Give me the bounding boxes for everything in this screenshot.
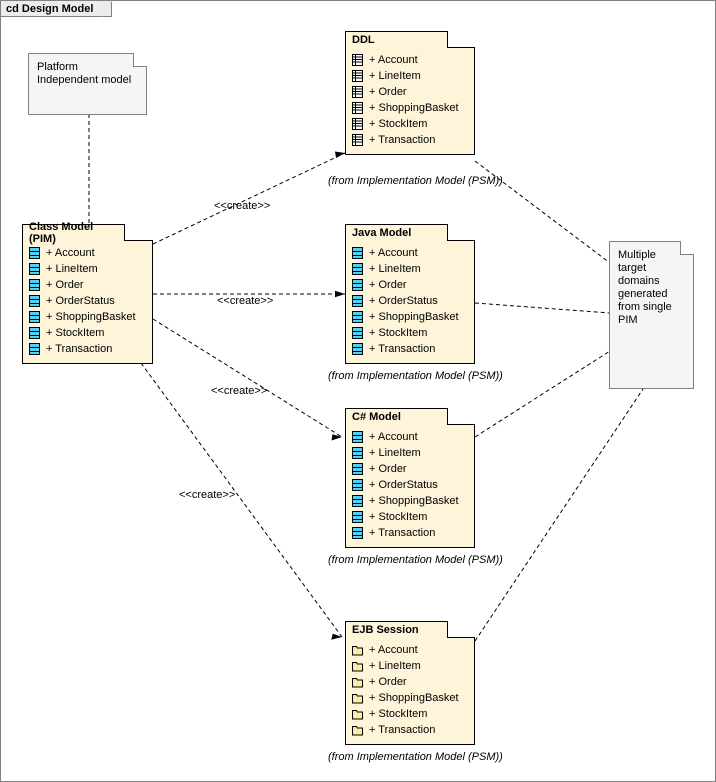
- list-item[interactable]: [346, 341, 474, 357]
- list-item-label: + ShoppingBasket: [369, 692, 459, 704]
- list-item[interactable]: [346, 658, 474, 674]
- list-item-label: + StockItem: [369, 511, 428, 523]
- package-title: EJB Session: [352, 624, 419, 636]
- table-icon: [352, 70, 363, 82]
- connector-label-pim-to-ddl: <<create>>: [214, 200, 271, 212]
- list-item[interactable]: [346, 68, 474, 84]
- class-icon: [352, 279, 363, 291]
- list-item[interactable]: [23, 341, 152, 357]
- list-item-label: + LineItem: [46, 263, 98, 275]
- list-item-label: + LineItem: [369, 263, 421, 275]
- list-item[interactable]: [23, 325, 152, 341]
- list-item[interactable]: [346, 429, 474, 445]
- class-icon: [352, 295, 363, 307]
- class-icon: [352, 495, 363, 507]
- package-body: [345, 637, 475, 745]
- package-title-bar[interactable]: [345, 224, 448, 241]
- ejb-icon: [352, 676, 363, 688]
- ejb-icon: [352, 660, 363, 672]
- ejb-from-label: (from Implementation Model (PSM)): [328, 751, 503, 763]
- package-body: [22, 240, 153, 364]
- list-item-label: + LineItem: [369, 447, 421, 459]
- class-icon: [352, 247, 363, 259]
- list-item-label: + ShoppingBasket: [46, 311, 136, 323]
- diagram-tab-label: cd Design Model: [6, 2, 94, 15]
- multi-target-note-text: Multiple target domains generated from single PIM: [618, 249, 672, 326]
- list-item[interactable]: [23, 309, 152, 325]
- list-item[interactable]: [346, 84, 474, 100]
- table-icon: [352, 86, 363, 98]
- list-item[interactable]: [346, 525, 474, 541]
- class-icon: [29, 343, 40, 355]
- note-fold-icon: [133, 53, 147, 67]
- connector-label-pim-to-java: <<create>>: [217, 295, 274, 307]
- list-item-label: + StockItem: [369, 327, 428, 339]
- connector-label-pim-to-ejb: <<create>>: [179, 489, 236, 501]
- list-item[interactable]: [346, 461, 474, 477]
- list-item[interactable]: [346, 642, 474, 658]
- class-icon: [29, 295, 40, 307]
- list-item-label: + Transaction: [369, 724, 436, 736]
- list-item-label: + LineItem: [369, 70, 421, 82]
- list-item[interactable]: [346, 309, 474, 325]
- list-item[interactable]: [346, 277, 474, 293]
- class-icon: [352, 463, 363, 475]
- list-item[interactable]: [346, 690, 474, 706]
- list-item-label: + StockItem: [369, 708, 428, 720]
- connector-label-pim-to-csharp: <<create>>: [211, 385, 268, 397]
- list-item-label: + ShoppingBasket: [369, 495, 459, 507]
- list-item[interactable]: [23, 277, 152, 293]
- list-item-label: + OrderStatus: [369, 479, 438, 491]
- list-item-label: + StockItem: [46, 327, 105, 339]
- ejb-icon: [352, 692, 363, 704]
- class-icon: [29, 279, 40, 291]
- ddl-from-label: (from Implementation Model (PSM)): [328, 175, 503, 187]
- class-icon: [352, 431, 363, 443]
- package-title-bar[interactable]: [22, 221, 125, 245]
- list-item-label: + OrderStatus: [46, 295, 115, 307]
- java-from-label: (from Implementation Model (PSM)): [328, 370, 503, 382]
- ejb-icon: [352, 724, 363, 736]
- package-body: [345, 424, 475, 548]
- package-title-bar[interactable]: [345, 31, 448, 48]
- class-icon: [352, 327, 363, 339]
- list-item-label: + Transaction: [46, 343, 113, 355]
- list-item[interactable]: [23, 261, 152, 277]
- package-title-bar[interactable]: [345, 621, 448, 638]
- list-item-label: + ShoppingBasket: [369, 102, 459, 114]
- ejb-icon: [352, 644, 363, 656]
- list-item[interactable]: [346, 261, 474, 277]
- package-body: [345, 240, 475, 364]
- package-title: Class Model (PIM): [29, 221, 94, 245]
- list-item[interactable]: [346, 132, 474, 148]
- list-item[interactable]: [346, 722, 474, 738]
- list-item[interactable]: [346, 100, 474, 116]
- class-icon: [29, 311, 40, 323]
- package-title: Java Model: [352, 227, 412, 239]
- class-icon: [29, 263, 40, 275]
- list-item-label: + LineItem: [369, 660, 421, 672]
- list-item-label: + Account: [369, 247, 418, 259]
- class-icon: [352, 479, 363, 491]
- list-item[interactable]: [346, 445, 474, 461]
- table-icon: [352, 54, 363, 66]
- class-icon: [29, 327, 40, 339]
- package-title-bar[interactable]: [345, 408, 448, 425]
- list-item-label: + Account: [369, 644, 418, 656]
- list-item[interactable]: [346, 706, 474, 722]
- list-item-label: + Account: [369, 431, 418, 443]
- list-item[interactable]: [346, 325, 474, 341]
- class-icon: [352, 263, 363, 275]
- table-icon: [352, 134, 363, 146]
- list-item[interactable]: [23, 245, 152, 261]
- list-item-label: + Order: [369, 676, 407, 688]
- list-item[interactable]: [346, 116, 474, 132]
- package-title: C# Model: [352, 411, 401, 423]
- multi-target-note[interactable]: [609, 241, 694, 389]
- list-item[interactable]: [346, 52, 474, 68]
- package-body: [345, 47, 475, 155]
- list-item-label: + Account: [369, 54, 418, 66]
- table-icon: [352, 118, 363, 130]
- list-item-label: + Transaction: [369, 527, 436, 539]
- list-item-label: + Transaction: [369, 134, 436, 146]
- list-item-label: + StockItem: [369, 118, 428, 130]
- list-item-label: + Order: [46, 279, 84, 291]
- note-fold-icon: [680, 241, 694, 255]
- list-item-label: + ShoppingBasket: [369, 311, 459, 323]
- class-icon: [352, 311, 363, 323]
- class-icon: [352, 511, 363, 523]
- list-item[interactable]: [346, 245, 474, 261]
- list-item-label: + Transaction: [369, 343, 436, 355]
- class-icon: [352, 343, 363, 355]
- list-item-label: + Account: [46, 247, 95, 259]
- class-icon: [352, 447, 363, 459]
- diagram-tab[interactable]: [1, 1, 112, 17]
- ejb-icon: [352, 708, 363, 720]
- list-item-label: + OrderStatus: [369, 295, 438, 307]
- list-item[interactable]: [346, 493, 474, 509]
- csharp-from-label: (from Implementation Model (PSM)): [328, 554, 503, 566]
- list-item[interactable]: [346, 674, 474, 690]
- table-icon: [352, 102, 363, 114]
- list-item-label: + Order: [369, 463, 407, 475]
- list-item[interactable]: [346, 293, 474, 309]
- list-item[interactable]: [346, 477, 474, 493]
- list-item-label: + Order: [369, 86, 407, 98]
- class-icon: [352, 527, 363, 539]
- list-item[interactable]: [23, 293, 152, 309]
- pim-note-text: Platform Independent model: [37, 61, 132, 86]
- pim-note[interactable]: [28, 53, 147, 115]
- package-title: DDL: [352, 34, 375, 46]
- list-item-label: + Order: [369, 279, 407, 291]
- list-item[interactable]: [346, 509, 474, 525]
- class-icon: [29, 247, 40, 259]
